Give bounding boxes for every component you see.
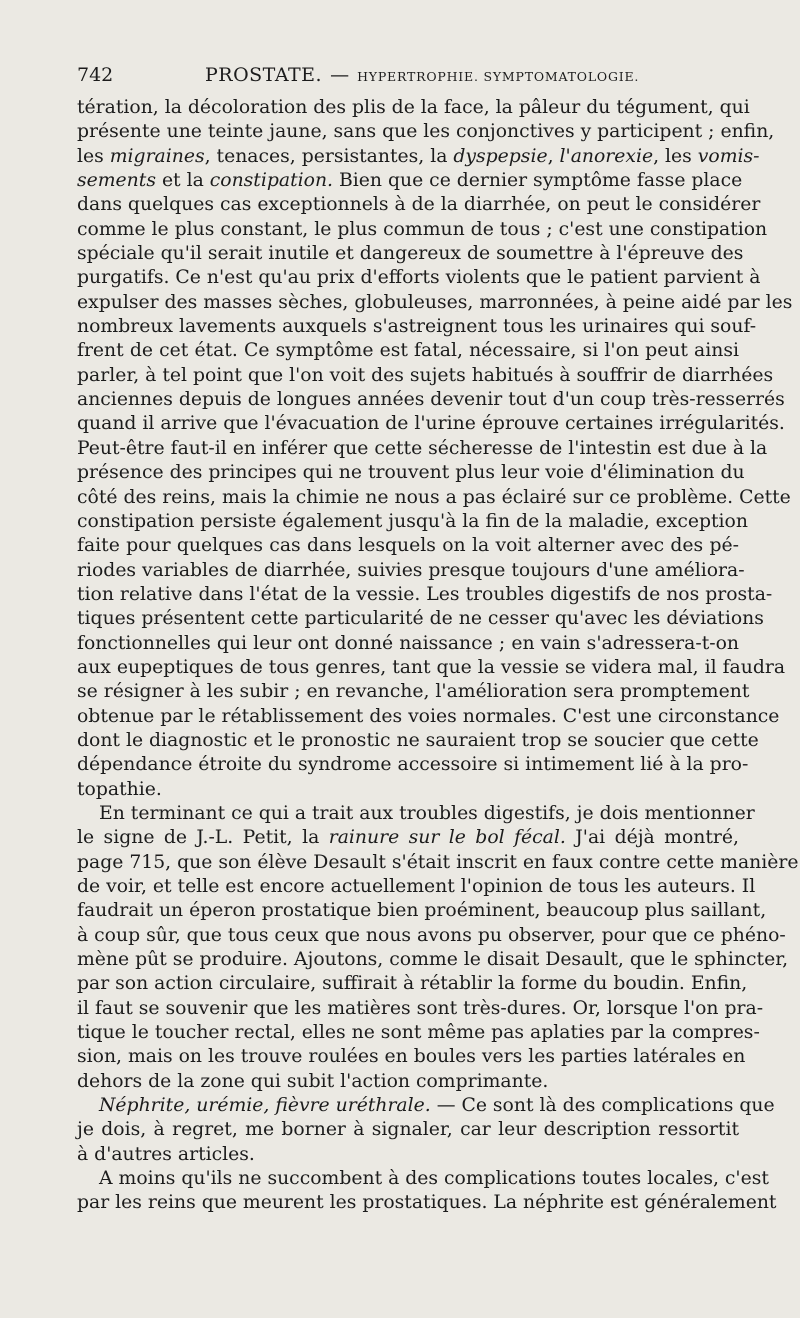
text-line [77,1021,760,1045]
italic-text: Néphrite, urémie, fièvre uréthrale. [99,1095,431,1117]
text-line [77,1167,769,1191]
text-line [77,242,744,266]
text-run: tique le toucher rectal, elles ne sont même pas aplaties par la compres- [77,1022,760,1044]
text-run: sion, mais on les trouve roulées en boules vers les parties latérales en [77,1046,746,1068]
text-run: faite pour quelques cas dans lesquels on la voit alterner avec des pé- [77,535,739,557]
text-line [77,705,780,729]
text-line [77,412,785,436]
text-line [77,729,759,753]
text-run: par son action circulaire, suffirait à rétablir la forme du boudin. Enfin, [77,973,748,995]
text-line [77,826,739,850]
header-dash: — [330,64,350,86]
text-run: J'ai déjà montré, [565,827,739,849]
text-line [77,339,739,363]
text-run: dans quelques cas exceptionnels à de la diarrhée, on peut le considérer [77,194,761,216]
section-subtitle: HYPERTROPHIE. SYMPTOMATOLOGIE. [357,69,640,84]
italic-text: rainure sur le bol fécal. [328,827,566,849]
text-line [77,875,756,899]
text-line [77,266,761,290]
text-line [77,1143,739,1167]
running-header [77,62,737,90]
text-run: , [547,145,560,167]
text-line [77,632,739,656]
body-text [77,96,799,1216]
text-run: parler, à tel point que l'on voit des sujets habitués à souffrir de diarrhées [77,364,774,386]
text-run: le signe de J.-L. Petit, la [77,827,329,849]
text-run: par les reins que meurent les prostatiques. La néphrite est généralement [77,1192,777,1214]
text-run: faudrait un éperon prostatique bien proéminent, beaucoup plus saillant, [77,900,767,922]
page-number: 742 [77,64,114,86]
text-line [77,1094,775,1118]
text-run: topathie. [77,778,162,800]
text-run: — Ce sont là des complications que [430,1095,775,1117]
text-run: il faut se souvenir que les matières sont très-dures. Or, lorsque l'on pra- [77,997,764,1019]
text-line [77,1045,746,1069]
text-run: présence des principes qui ne trouvent plus leur voie d'élimination du [77,462,745,484]
text-run: constipation persiste également jusqu'à la fin de la maladie, exception [77,510,748,532]
text-run: riodes variables de diarrhée, suivies presque toujours d'une améliora- [77,559,745,581]
text-run: , tenaces, persistantes, la [204,145,454,167]
text-run: de voir, et telle est encore actuellement l'opinion de tous les auteurs. Il [77,876,756,897]
text-line [77,924,786,948]
text-run: En terminant ce qui a trait aux troubles digestifs, je dois mentionner [99,802,755,824]
text-run: mène pût se produire. Ajoutons, comme le disait Desault, que le sphincter, [77,949,789,971]
italic-text: migraines [109,145,205,167]
italic-text: constipation. [209,170,334,192]
text-line [77,169,743,193]
text-run: à coup sûr, que tous ceux que nous avons pu observer, pour que ce phéno- [77,924,786,946]
text-run: présente une teinte jaune, sans que les conjonctives y participent ; enfin, [77,121,775,143]
text-run: nombreux lavements auxquels s'astreignent tous les urinaires qui souf- [77,316,757,338]
text-run: Peut-être faut-il en inférer que cette sécheresse de l'intestin est due à la [77,437,768,459]
text-run: , les [653,145,698,167]
text-line [77,388,785,412]
text-line [77,193,761,217]
text-line [77,778,739,802]
text-line [77,364,774,388]
text-line [77,437,768,461]
text-run: frent de cet état. Ce symptôme est fatal, nécessaire, si l'on peut ainsi [77,340,739,362]
text-line [77,120,775,144]
text-run: comme le plus constant, le plus commun de tous ; c'est une constipation [77,218,768,240]
text-run: côté des reins, mais la chimie ne nous a pas éclairé sur ce problème. Cette [77,486,791,508]
text-line [77,534,739,558]
text-run: anciennes depuis de longues années devenir tout d'un coup très-resserrés [77,389,785,411]
text-run: tion relative dans l'état de la vessie. Les troubles digestifs de nos prosta- [77,583,773,605]
text-run: expulser des masses sèches, globuleuses, marronnées, à peine aidé par les [77,291,793,313]
text-run: quand il arrive que l'évacuation de l'urine éprouve certaines irrégularités. [77,413,785,435]
text-line [77,559,745,583]
text-line [77,96,750,120]
text-line [77,486,791,510]
text-run: tération, la décoloration des plis de la face, la pâleur du tégument, qui [77,97,750,118]
text-run: dehors de la zone qui subit l'action comprimante. [77,1070,549,1092]
text-run: A moins qu'ils ne succombent à des complications toutes locales, c'est [99,1168,769,1190]
text-line [77,461,745,485]
text-line [77,899,767,923]
italic-text: vomis- [697,145,760,167]
text-line [77,656,786,680]
text-run: tiques présentent cette particularité de ne cesser qu'avec les déviations [77,608,764,630]
text-run: se résigner à les subir ; en revanche, l'amélioration sera promptement [77,681,750,703]
chapter-title: PROSTATE. [205,64,323,86]
text-line [77,1070,739,1094]
text-line [77,583,773,607]
text-run: je dois, à regret, me borner à signaler, car leur description ressortit [77,1119,739,1141]
text-run: obtenue par le rétablissement des voies normales. C'est une circonstance [77,705,780,727]
italic-text: sements [77,170,156,192]
text-line [77,1118,739,1142]
text-run: et la [155,170,210,192]
text-run: dont le diagnostic et le pronostic ne sauraient trop se soucier que cette [77,729,759,751]
text-run: Bien que ce dernier symptôme fasse place [333,170,743,192]
text-line [77,291,793,315]
text-run: purgatifs. Ce n'est qu'au prix d'efforts violents que le patient parvient à [77,267,761,289]
text-line [77,948,789,972]
text-run: page 715, que son élève Desault s'était inscrit en faux contre cette manière [77,851,799,873]
text-line [77,145,760,169]
text-line [77,218,768,242]
text-run: les [77,145,110,167]
text-line [77,851,799,875]
text-line [77,802,755,826]
text-run: aux eupeptiques de tous genres, tant que la vessie se videra mal, il faudra [77,656,786,678]
text-run: spéciale qu'il serait inutile et dangereux de soumettre à l'épreuve des [77,243,744,265]
text-line [77,315,757,339]
text-line [77,972,748,996]
text-run: à d'autres articles. [77,1143,255,1165]
text-line [77,753,749,777]
text-line [77,997,764,1021]
italic-text: l'anorexie [559,145,654,167]
text-line [77,510,748,534]
text-run: dépendance étroite du syndrome accessoire si intimement lié à la pro- [77,754,749,776]
text-run: fonctionnelles qui leur ont donné naissance ; en vain s'adressera-t-on [77,632,739,654]
text-line [77,607,764,631]
text-line [77,680,750,704]
italic-text: dyspepsie [453,145,548,167]
text-line [77,1191,777,1215]
